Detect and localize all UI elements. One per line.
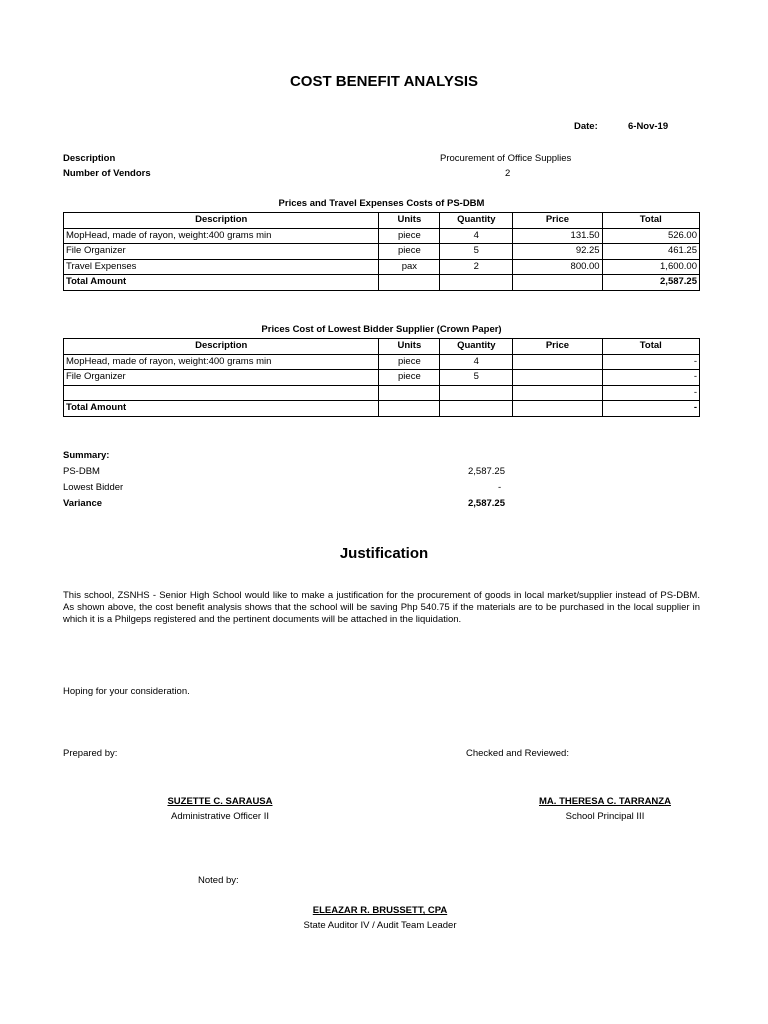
summary-variance-value: 2,587.25: [468, 498, 505, 509]
table-header-row: [64, 339, 700, 355]
cell-units: piece: [379, 228, 440, 244]
summary-label: Summary:: [63, 450, 110, 461]
header-description: Description: [64, 213, 379, 229]
cell-price: [513, 370, 602, 386]
prepared-label: Prepared by:: [63, 748, 118, 759]
cell-description: File Organizer: [64, 244, 379, 260]
cell-price: [513, 354, 602, 370]
summary-lowest-value: -: [498, 482, 502, 493]
lowest-bidder-table: [63, 338, 700, 417]
cell-units: [379, 385, 440, 401]
header-total: Total: [602, 339, 699, 355]
vendors-label: Number of Vendors: [63, 168, 151, 179]
prepared-title: Administrative Officer II: [170, 811, 270, 822]
psdbm-price-table: [63, 212, 700, 291]
header-total: Total: [602, 213, 699, 229]
prepared-name: SUZETTE C. SARAUSA: [167, 796, 273, 807]
vendors-value: 2: [505, 168, 511, 179]
cell-total: -: [602, 385, 699, 401]
table-row: [64, 259, 700, 275]
description-label: Description: [63, 153, 116, 164]
total-row: [64, 275, 700, 291]
empty-cell: [379, 275, 440, 291]
cell-description: [64, 385, 379, 401]
cell-total: 526.00: [602, 228, 699, 244]
noted-label: Noted by:: [198, 875, 239, 886]
cell-quantity: [440, 385, 513, 401]
table-header-row: [64, 213, 700, 229]
cell-quantity: 5: [440, 370, 513, 386]
summary-psdbm-label: PS-DBM: [63, 466, 100, 477]
total-value: 2,587.25: [602, 275, 699, 291]
cell-quantity: 4: [440, 354, 513, 370]
cell-total: -: [602, 354, 699, 370]
cell-units: pax: [379, 259, 440, 275]
header-price: Price: [513, 339, 602, 355]
header-description: Description: [64, 339, 379, 355]
justification-title: Justification: [339, 545, 429, 562]
cell-description: MopHead, made of rayon, weight:400 grams min: [64, 228, 379, 244]
cell-quantity: 2: [440, 259, 513, 275]
noted-name: ELEAZAR R. BRUSSETT, CPA: [312, 905, 448, 916]
cell-quantity: 5: [440, 244, 513, 260]
cell-price: 131.50: [513, 228, 602, 244]
cell-price: 92.25: [513, 244, 602, 260]
table-row: [64, 244, 700, 260]
justification-paragraph: This school, ZSNHS - Senior High School would like to make a justification for the procurement of goods in local market/supplier instead of PS-DBM. As shown above, the cost benefit analysis shows that the school will be saving Php 540.75 if the materials are to be purchased in the local supplier in which it is a Philgeps registered and the pertinent documents will be attached in the liquidation.: [63, 590, 700, 625]
noted-title: State Auditor IV / Audit Team Leader: [303, 920, 457, 931]
total-label: Total Amount: [64, 401, 379, 417]
table1-caption: Prices and Travel Expenses Costs of PS-DBM: [278, 198, 485, 209]
page-title: COST BENEFIT ANALYSIS: [289, 73, 479, 90]
empty-cell: [440, 401, 513, 417]
cell-units: piece: [379, 370, 440, 386]
table-row: [64, 354, 700, 370]
cell-total: 461.25: [602, 244, 699, 260]
total-value: -: [602, 401, 699, 417]
cell-quantity: 4: [440, 228, 513, 244]
empty-cell: [440, 275, 513, 291]
hoping-text: Hoping for your consideration.: [63, 686, 190, 697]
date-value: 6-Nov-19: [628, 121, 669, 132]
header-units: Units: [379, 213, 440, 229]
description-value: Procurement of Office Supplies: [440, 153, 572, 164]
cell-description: Travel Expenses: [64, 259, 379, 275]
cell-price: [513, 385, 602, 401]
checked-name: MA. THERESA C. TARRANZA: [539, 796, 671, 807]
header-quantity: Quantity: [440, 339, 513, 355]
empty-cell: [379, 401, 440, 417]
empty-cell: [513, 401, 602, 417]
cell-units: piece: [379, 354, 440, 370]
total-row: [64, 401, 700, 417]
table2-caption: Prices Cost of Lowest Bidder Supplier (Crown Paper): [261, 324, 502, 335]
cell-total: -: [602, 370, 699, 386]
date-label: Date:: [574, 121, 598, 132]
cell-description: MopHead, made of rayon, weight:400 grams min: [64, 354, 379, 370]
table-row: [64, 228, 700, 244]
summary-psdbm-value: 2,587.25: [468, 466, 505, 477]
cell-units: piece: [379, 244, 440, 260]
table-row: [64, 370, 700, 386]
summary-variance-label: Variance: [63, 498, 103, 509]
header-price: Price: [513, 213, 602, 229]
summary-lowest-label: Lowest Bidder: [63, 482, 124, 493]
checked-label: Checked and Reviewed:: [466, 748, 569, 759]
cell-total: 1,600.00: [602, 259, 699, 275]
table-row: [64, 385, 700, 401]
header-quantity: Quantity: [440, 213, 513, 229]
total-label: Total Amount: [64, 275, 379, 291]
checked-title: School Principal III: [565, 811, 645, 822]
cell-price: 800.00: [513, 259, 602, 275]
empty-cell: [513, 275, 602, 291]
header-units: Units: [379, 339, 440, 355]
cell-description: File Organizer: [64, 370, 379, 386]
